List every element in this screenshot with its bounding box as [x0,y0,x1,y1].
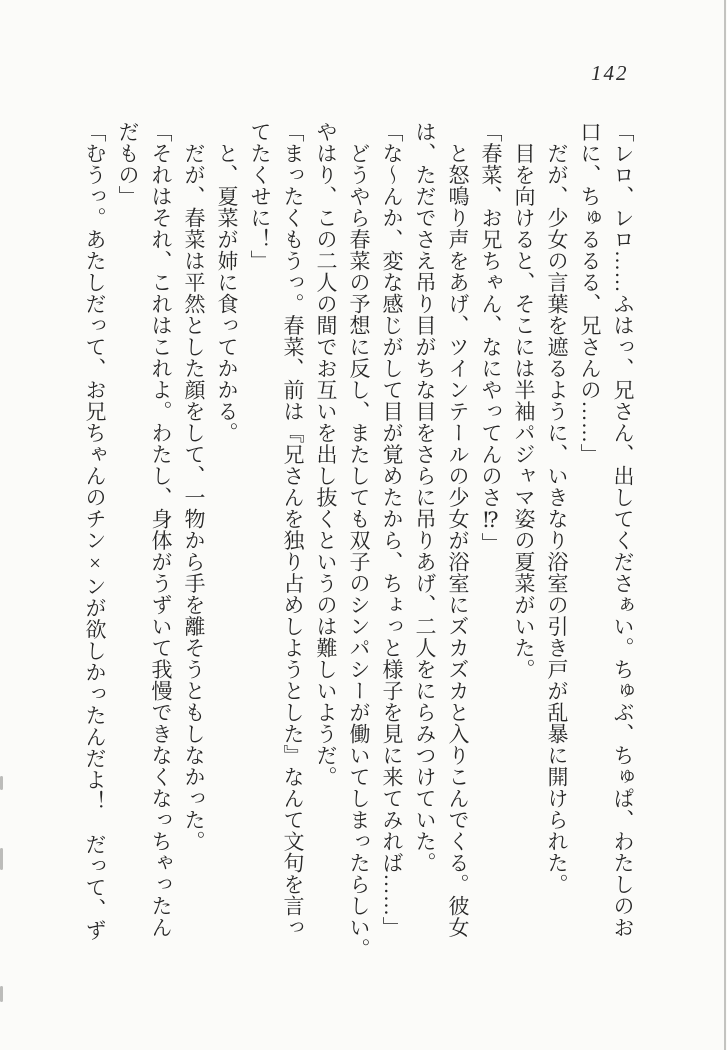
vertical-text-block [78,121,639,976]
scan-artifact [0,848,3,870]
text-line: だもの」 [116,121,140,207]
text-line: は、ただでさえ吊り目がちな目をさらに吊りあげ、二人をにらみつけていた。 [413,121,437,874]
text-line: 「まったくもうっ。春菜、前は『兄さんを独り占めしようとした』なんて文句を言っ [281,121,305,938]
text-line: 「な〜んか、変な感じがして目が覚めたから、ちょっと様子を見に来てみれば……」 [380,121,404,938]
text-line: どうやら春菜の予想に反し、またしても双子のシンパシーが働いてしまったらしい。 [347,121,371,960]
text-line: 「春菜、お兄ちゃん、なにやってんのさ⁉」 [479,121,503,554]
text-line: 「むうっ。あたしだって、お兄ちゃんのチン×ンが欲しかったんだよ！ だって、ず [83,121,107,941]
text-line: 口に、ちゅるるる、兄さんの……」 [578,121,602,465]
text-line: だが、少女の言葉を遮るように、いきなり浴室の引き戸が乱暴に開けられた。 [545,121,569,895]
scan-artifact [0,986,3,1002]
text-line: 目を向けると、そこには半袖パジャマ姿の夏菜がいた。 [512,121,536,680]
page-number: 142 [591,61,629,85]
text-line: だが、春菜は平然とした顔をして、一物から手を離そうともしなかった。 [182,121,206,852]
text-line: 「レロ、レロ……ふはっ、兄さん、出してくださぁい。ちゅぶ、ちゅぱ、わたしのお [611,121,635,938]
page-edge-shadow [724,0,726,1050]
text-line: 「それはそれ、これはこれよ。わたし、身体がうずいて我慢できなくなっちゃったん [149,121,173,938]
text-line: やはり、この二人の間でお互いを出し抜くというのは難しいようだ。 [314,121,338,788]
text-line: と、夏菜が姉に食ってかかる。 [215,121,239,444]
text-line: と怒鳴り声をあげ、ツインテールの少女が浴室にズカズカと入りこんでくる。彼女 [446,121,470,938]
scan-artifact [0,776,3,790]
text-line: てたくせに！」 [248,121,272,272]
